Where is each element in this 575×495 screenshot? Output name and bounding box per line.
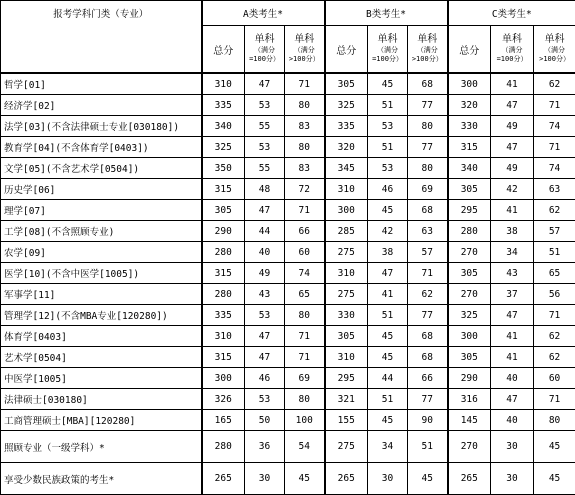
- single-high-cell: 71: [285, 200, 325, 221]
- single-low-header: 单科 （满分 =100分）: [491, 26, 534, 74]
- subject-cell: 军事学[11]: [1, 284, 202, 305]
- single-low-cell: 53: [368, 116, 408, 137]
- total-score-cell: 265: [325, 463, 368, 495]
- single-low-cell: 47: [245, 326, 285, 347]
- total-score-cell: 315: [448, 137, 491, 158]
- total-score-cell: 310: [202, 73, 245, 95]
- single-low-cell: 43: [491, 263, 534, 284]
- single-low-cell: 41: [491, 73, 534, 95]
- single-high-cell: 74: [534, 116, 575, 137]
- subject-cell: 艺术学[0504]: [1, 347, 202, 368]
- table-row: [1, 463, 575, 495]
- subject-cell: 农学[09]: [1, 242, 202, 263]
- single-high-cell: 100: [285, 410, 325, 431]
- single-high-cell: 80: [534, 410, 575, 431]
- single-high-cell: 77: [408, 389, 448, 410]
- total-score-cell: 165: [202, 410, 245, 431]
- single-high-cell: 57: [534, 221, 575, 242]
- subject-cell: 工学[08](不含照顾专业): [1, 221, 202, 242]
- total-score-cell: 350: [202, 158, 245, 179]
- single-low-cell: 30: [245, 463, 285, 495]
- single-low-cell: 45: [368, 326, 408, 347]
- group-b-header: B类考生*: [325, 1, 448, 26]
- single-low-cell: 47: [245, 347, 285, 368]
- subject-cell: 经济学[02]: [1, 95, 202, 116]
- total-score-header: 总分: [448, 26, 491, 74]
- single-high-cell: 77: [408, 305, 448, 326]
- subject-cell: 医学[10](不含中医学[1005]): [1, 263, 202, 284]
- single-high-cell: 60: [285, 242, 325, 263]
- single-high-cell: 80: [285, 305, 325, 326]
- single-high-cell: 56: [534, 284, 575, 305]
- single-high-cell: 54: [285, 431, 325, 463]
- table-row: [1, 284, 575, 305]
- total-score-cell: 300: [448, 326, 491, 347]
- single-high-cell: 68: [408, 347, 448, 368]
- single-low-cell: 47: [368, 263, 408, 284]
- single-low-cell: 51: [368, 389, 408, 410]
- total-score-cell: 265: [448, 463, 491, 495]
- single-low-cell: 46: [245, 368, 285, 389]
- single-low-cell: 30: [491, 463, 534, 495]
- single-low-cell: 46: [368, 179, 408, 200]
- subject-column-header: 报考学科门类（专业）: [1, 1, 202, 74]
- single-low-cell: 48: [245, 179, 285, 200]
- single-low-cell: 45: [368, 73, 408, 95]
- total-score-cell: 330: [325, 305, 368, 326]
- total-score-cell: 155: [325, 410, 368, 431]
- table-row: [1, 158, 575, 179]
- single-high-cell: 80: [285, 137, 325, 158]
- single-high-cell: 74: [534, 158, 575, 179]
- single-high-cell: 62: [534, 73, 575, 95]
- single-low-cell: 40: [245, 242, 285, 263]
- single-high-cell: 66: [408, 368, 448, 389]
- total-score-cell: 335: [202, 305, 245, 326]
- total-score-cell: 340: [202, 116, 245, 137]
- single-low-cell: 42: [491, 179, 534, 200]
- single-low-cell: 49: [491, 158, 534, 179]
- single-low-cell: 47: [491, 305, 534, 326]
- single-low-cell: 34: [491, 242, 534, 263]
- single-low-cell: 47: [491, 95, 534, 116]
- single-low-cell: 45: [368, 347, 408, 368]
- subject-cell: 哲学[01]: [1, 73, 202, 95]
- subject-cell: 管理学[12](不含MBA专业[120280]): [1, 305, 202, 326]
- total-score-cell: 315: [202, 263, 245, 284]
- total-score-cell: 305: [325, 73, 368, 95]
- single-low-cell: 51: [368, 305, 408, 326]
- single-high-cell: 45: [534, 431, 575, 463]
- total-score-cell: 315: [202, 347, 245, 368]
- total-score-cell: 295: [448, 200, 491, 221]
- table-row: [1, 326, 575, 347]
- single-low-cell: 51: [368, 95, 408, 116]
- single-high-cell: 51: [534, 242, 575, 263]
- single-low-cell: 43: [245, 284, 285, 305]
- single-high-cell: 77: [408, 95, 448, 116]
- score-table-body: [1, 73, 575, 495]
- table-row: [1, 347, 575, 368]
- single-high-cell: 68: [408, 326, 448, 347]
- single-low-cell: 45: [368, 200, 408, 221]
- single-high-cell: 71: [285, 347, 325, 368]
- single-high-cell: 68: [408, 200, 448, 221]
- subject-cell: 教育学[04](不含体育学[0403]): [1, 137, 202, 158]
- total-score-cell: 275: [325, 242, 368, 263]
- single-low-cell: 49: [245, 263, 285, 284]
- single-high-cell: 66: [285, 221, 325, 242]
- total-score-cell: 325: [448, 305, 491, 326]
- single-low-cell: 38: [491, 221, 534, 242]
- total-score-cell: 316: [448, 389, 491, 410]
- single-high-cell: 71: [408, 263, 448, 284]
- single-high-cell: 80: [408, 116, 448, 137]
- total-score-cell: 145: [448, 410, 491, 431]
- single-high-cell: 71: [534, 305, 575, 326]
- single-high-cell: 71: [285, 73, 325, 95]
- subject-cell: 历史学[06]: [1, 179, 202, 200]
- single-low-cell: 47: [245, 200, 285, 221]
- total-score-cell: 290: [448, 368, 491, 389]
- single-high-cell: 63: [408, 221, 448, 242]
- total-score-cell: 325: [325, 95, 368, 116]
- total-score-cell: 280: [202, 431, 245, 463]
- total-score-cell: 270: [448, 284, 491, 305]
- single-high-cell: 71: [534, 389, 575, 410]
- single-high-cell: 45: [408, 463, 448, 495]
- table-row: [1, 410, 575, 431]
- total-score-cell: 270: [448, 431, 491, 463]
- single-low-cell: 36: [245, 431, 285, 463]
- total-score-header: 总分: [202, 26, 245, 74]
- single-low-cell: 41: [368, 284, 408, 305]
- single-high-cell: 62: [534, 347, 575, 368]
- single-low-cell: 38: [368, 242, 408, 263]
- total-score-cell: 305: [325, 326, 368, 347]
- single-high-cell: 62: [534, 200, 575, 221]
- total-score-header: 总分: [325, 26, 368, 74]
- total-score-cell: 321: [325, 389, 368, 410]
- single-high-cell: 74: [285, 263, 325, 284]
- single-low-cell: 30: [491, 431, 534, 463]
- table-row: [1, 305, 575, 326]
- single-low-cell: 41: [491, 326, 534, 347]
- single-low-cell: 50: [245, 410, 285, 431]
- table-row: [1, 263, 575, 284]
- table-row: [1, 137, 575, 158]
- single-low-cell: 41: [491, 200, 534, 221]
- group-a-header: A类考生*: [202, 1, 325, 26]
- single-high-cell: 80: [408, 158, 448, 179]
- single-high-cell: 65: [285, 284, 325, 305]
- single-low-cell: 41: [491, 347, 534, 368]
- single-low-cell: 47: [491, 389, 534, 410]
- single-low-cell: 55: [245, 158, 285, 179]
- single-low-cell: 53: [245, 137, 285, 158]
- single-high-cell: 80: [285, 95, 325, 116]
- total-score-cell: 305: [202, 200, 245, 221]
- total-score-cell: 275: [325, 431, 368, 463]
- total-score-cell: 325: [202, 137, 245, 158]
- total-score-cell: 280: [448, 221, 491, 242]
- single-low-cell: 53: [245, 389, 285, 410]
- total-score-cell: 295: [325, 368, 368, 389]
- total-score-cell: 265: [202, 463, 245, 495]
- total-score-cell: 280: [202, 242, 245, 263]
- total-score-cell: 340: [448, 158, 491, 179]
- single-high-cell: 65: [534, 263, 575, 284]
- single-high-cell: 83: [285, 158, 325, 179]
- total-score-cell: 315: [202, 179, 245, 200]
- single-low-cell: 30: [368, 463, 408, 495]
- single-high-header: 单科 （满分 >100分）: [408, 26, 448, 74]
- single-low-header: 单科 （满分 =100分）: [245, 26, 285, 74]
- single-low-cell: 55: [245, 116, 285, 137]
- single-high-cell: 69: [408, 179, 448, 200]
- single-high-cell: 57: [408, 242, 448, 263]
- single-low-cell: 49: [491, 116, 534, 137]
- table-row: [1, 179, 575, 200]
- subject-cell: 理学[07]: [1, 200, 202, 221]
- table-row: [1, 221, 575, 242]
- single-high-cell: 51: [408, 431, 448, 463]
- single-high-cell: 62: [408, 284, 448, 305]
- single-high-cell: 45: [534, 463, 575, 495]
- single-low-cell: 44: [368, 368, 408, 389]
- total-score-cell: 270: [448, 242, 491, 263]
- total-score-cell: 345: [325, 158, 368, 179]
- table-row: [1, 431, 575, 463]
- single-high-cell: 60: [534, 368, 575, 389]
- header-row-groups: [1, 1, 575, 26]
- table-row: [1, 242, 575, 263]
- single-low-cell: 53: [245, 95, 285, 116]
- single-low-cell: 34: [368, 431, 408, 463]
- group-c-header: C类考生*: [448, 1, 575, 26]
- subject-cell: 法律硕士[030180]: [1, 389, 202, 410]
- total-score-cell: 300: [448, 73, 491, 95]
- total-score-cell: 335: [202, 95, 245, 116]
- single-high-cell: 45: [285, 463, 325, 495]
- subject-cell: 享受少数民族政策的考生*: [1, 463, 202, 495]
- subject-cell: 文学[05](不含艺术学[0504]): [1, 158, 202, 179]
- single-high-header: 单科 （满分 >100分）: [534, 26, 575, 74]
- table-row: [1, 200, 575, 221]
- single-low-cell: 44: [245, 221, 285, 242]
- total-score-cell: 310: [325, 347, 368, 368]
- total-score-cell: 275: [325, 284, 368, 305]
- single-low-cell: 37: [491, 284, 534, 305]
- table-row: [1, 368, 575, 389]
- total-score-cell: 335: [325, 116, 368, 137]
- single-high-cell: 90: [408, 410, 448, 431]
- subject-cell: 体育学[0403]: [1, 326, 202, 347]
- single-high-cell: 63: [534, 179, 575, 200]
- single-low-cell: 45: [368, 410, 408, 431]
- single-high-cell: 62: [534, 326, 575, 347]
- total-score-cell: 280: [202, 284, 245, 305]
- total-score-cell: 305: [448, 347, 491, 368]
- total-score-cell: 326: [202, 389, 245, 410]
- single-high-cell: 77: [408, 137, 448, 158]
- total-score-cell: 300: [202, 368, 245, 389]
- table-row: [1, 73, 575, 95]
- total-score-cell: 310: [202, 326, 245, 347]
- single-low-cell: 53: [245, 305, 285, 326]
- subject-cell: 工商管理硕士[MBA][120280]: [1, 410, 202, 431]
- single-high-cell: 69: [285, 368, 325, 389]
- single-low-header: 单科 （满分 =100分）: [368, 26, 408, 74]
- single-low-cell: 47: [491, 137, 534, 158]
- total-score-cell: 285: [325, 221, 368, 242]
- single-high-cell: 71: [285, 326, 325, 347]
- table-row: [1, 95, 575, 116]
- total-score-cell: 310: [325, 263, 368, 284]
- single-high-cell: 80: [285, 389, 325, 410]
- single-low-cell: 51: [368, 137, 408, 158]
- total-score-cell: 320: [448, 95, 491, 116]
- single-low-cell: 42: [368, 221, 408, 242]
- subject-cell: 中医学[1005]: [1, 368, 202, 389]
- total-score-cell: 305: [448, 263, 491, 284]
- single-high-header: 单科 （满分 >100分）: [285, 26, 325, 74]
- single-low-cell: 40: [491, 368, 534, 389]
- total-score-cell: 305: [448, 179, 491, 200]
- table-row: [1, 389, 575, 410]
- single-low-cell: 47: [245, 73, 285, 95]
- total-score-cell: 310: [325, 179, 368, 200]
- subject-cell: 照顾专业（一级学科）*: [1, 431, 202, 463]
- single-low-cell: 40: [491, 410, 534, 431]
- table-row: [1, 116, 575, 137]
- single-high-cell: 83: [285, 116, 325, 137]
- single-high-cell: 68: [408, 73, 448, 95]
- single-low-cell: 53: [368, 158, 408, 179]
- total-score-cell: 300: [325, 200, 368, 221]
- single-high-cell: 71: [534, 137, 575, 158]
- single-high-cell: 72: [285, 179, 325, 200]
- subject-cell: 法学[03](不含法律硕士专业[030180]): [1, 116, 202, 137]
- total-score-cell: 290: [202, 221, 245, 242]
- single-high-cell: 71: [534, 95, 575, 116]
- total-score-cell: 320: [325, 137, 368, 158]
- total-score-cell: 330: [448, 116, 491, 137]
